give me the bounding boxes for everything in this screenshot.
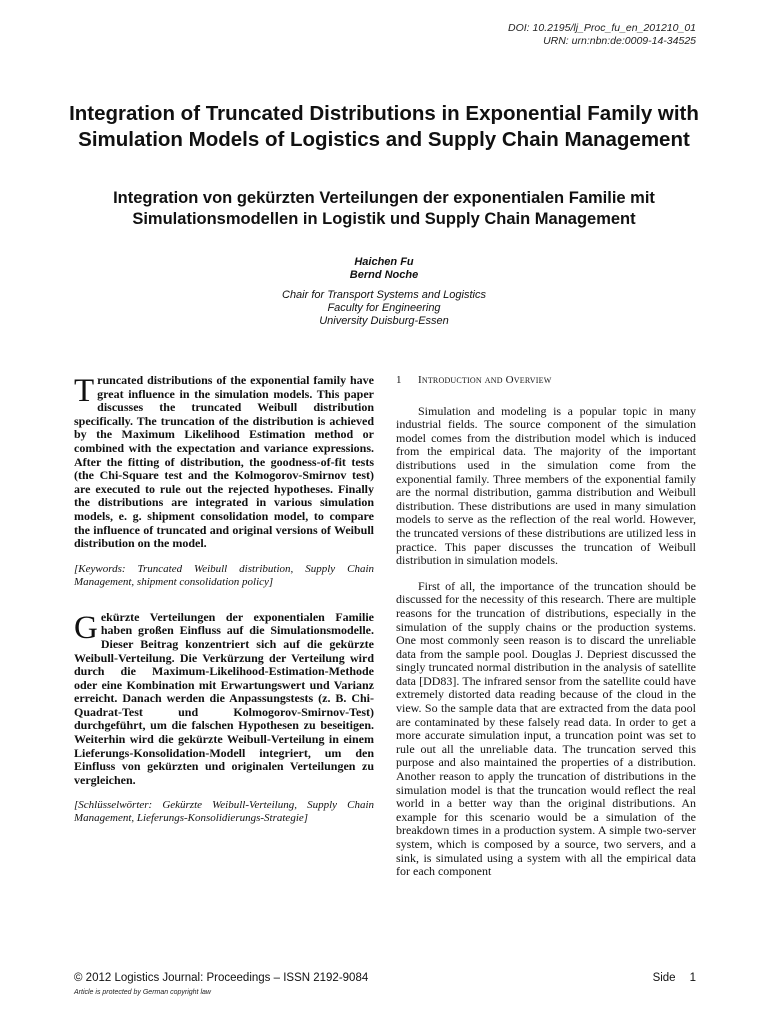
author-name: Haichen Fu	[354, 256, 414, 268]
section-heading	[396, 374, 696, 388]
doi-header	[508, 22, 696, 47]
page-number: 1	[689, 972, 696, 984]
body-paragraph: Simulation and modeling is a popular topic in many industrial fields. The source component of the simulation model comes from the distribution model which is induced from the empirical data. The majority of the important distributions used in the simulation come from the exponential family. Three members of the exponential family are the normal distribution, gamma distribution and Weibull distribution. These distributions are used in many simulation models to serve as the reflection of the real world. However, the truncated versions of these distributions are utilized less in practice. This paper discusses the truncation of Weibull distribution in simulation models.	[396, 403, 696, 568]
affiliation-line: Faculty for Engineering	[327, 302, 441, 314]
affiliation-line: Chair for Transport Systems and Logistics	[282, 289, 486, 301]
footer-page	[639, 972, 696, 984]
drop-cap: G	[74, 609, 98, 646]
keywords-english: [Keywords: Truncated Weibull distribution, Supply Chain Management, shipment consolidation policy]	[74, 562, 374, 588]
doi-line: DOI: 10.2195/lj_Proc_fu_en_201210_01	[508, 22, 696, 34]
affiliation	[60, 289, 708, 328]
abstract-text: ekürzte Verteilungen der exponentialen Familie haben großen Einfluss auf die Simulationsmodelle. Dieser Beitrag konzentriert sich auf die gekürzte Weibull-Verteilung. Die Verkürzung der Verteilung wird durch die Maximum-Likelihood-Estimation-Methode oder eine Kombination mit Erwartungswert und Varianz erreicht. Danach werden die Anpassungstests (z. B. Chi-Quadrat-Test und Kolmogorov-Smirnov-Test) durchgeführt, um die falschen Hypothesen zu beseitigen. Weiterhin wird die gekürzte Weibull-Verteilung in einem Lieferungs-Konsolidation-Modell integriert, um den Einfluss von gekürzten und originalen Verteilungen zu vergleichen.	[74, 609, 374, 787]
copyright-note: Article is protected by German copyright law	[74, 989, 211, 996]
urn-line: URN: urn:nbn:de:0009-14-34525	[543, 34, 696, 47]
author-list	[60, 256, 708, 281]
abstract-english	[74, 374, 374, 551]
section-number: 1	[396, 374, 402, 386]
paper-subtitle: Integration von gekürzten Verteilungen der exponentialen Familie mit Simulationsmodellen in Logistik und Supply Chain Management	[113, 189, 655, 228]
right-column	[396, 374, 696, 891]
body-paragraph: First of all, the importance of the truncation should be discussed for the necessity of this research. There are multiple reasons for the truncation of distributions, especially in the simulation of the supply chains or the production systems. One most commonly seen reason is to discard the unreliable data from the sample pool. Douglas J. Depriest discussed the singly truncated normal distribution in the analysis of satellite data [DD83]. The infrared sensor from the satellite could have extremely distorted data reading because of the cloud in the view. So the sample data that are extracted from the data pool are contaminated by these falsely read data. In order to get a more accurate simulation input, a truncation point was set to rule out all the unreliable data. The truncation served this purpose and also maintained the properties of a distribution. Another reason to apply the truncation of distributions in the simulation model is that the truncation would reflect the real world in a better way than the original distributions. An example for this scenario would be a simulation of the breakdown times in a production system. A simple two-server system, which is composed by a source, two servers, and a sink, is simulated using a system with all the empirical data for each component	[396, 578, 696, 879]
keywords-german: [Schlüsselwörter: Gekürzte Weibull-Verteilung, Supply Chain Management, Lieferungs-Konsolidierungs-Strategie]	[74, 799, 374, 825]
affiliation-line: University Duisburg-Essen	[319, 315, 449, 327]
page-label: Side	[652, 972, 676, 984]
author-name: Bernd Noche	[349, 268, 419, 281]
footer-copyright: © 2012 Logistics Journal: Proceedings – ISSN 2192-9084	[74, 972, 369, 984]
abstract-german	[74, 611, 374, 788]
left-column	[74, 374, 374, 825]
paper-title: Integration of Truncated Distributions in Exponential Family with Simulation Models of Logistics and Supply Chain Management	[69, 102, 699, 151]
abstract-text: runcated distributions of the exponential family have great influence in the simulation models. This paper discusses the truncated Weibull distribution specifically. The truncation of the distribution is achieved by the Maximum Likelihood Estimation method or combined with the expectation and variance expressions. After the fitting of distribution, the goodness-of-fit tests (the Chi-Square test and the Kolmogorov-Smirnov test) are executed to rule out the rejected hypotheses. Finally the distributions are integrated in various simulation models, e. g. shipment consolidation model, to compare the influence of truncated and original versions of Weibull distribution on the model.	[74, 373, 374, 551]
section-title: Introduction and Overview	[418, 374, 552, 386]
drop-cap: T	[74, 373, 95, 409]
